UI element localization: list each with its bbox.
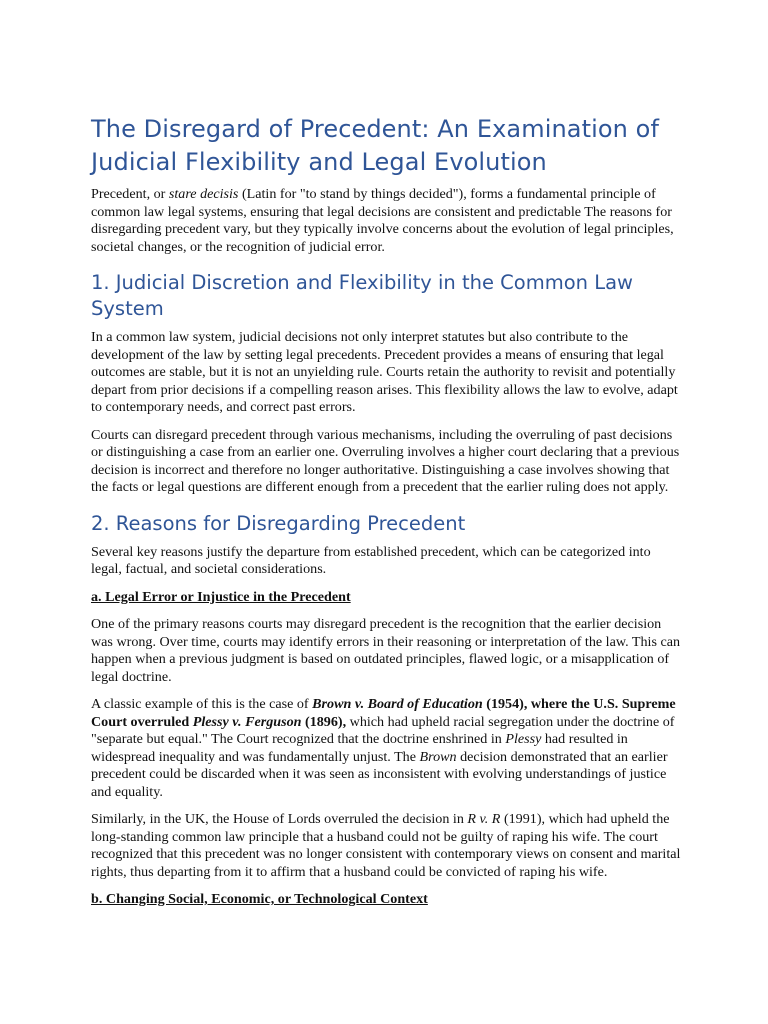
intro-paragraph	[91, 186, 681, 256]
intro-text-1: Precedent, or	[91, 186, 169, 202]
case-r-v-r: R v. R	[467, 811, 501, 827]
brown-text-3: (1896),	[301, 713, 347, 730]
section-2-heading: 2. Reasons for Disregarding Precedent	[91, 511, 466, 535]
subsection-a-paragraph-2	[91, 696, 681, 801]
brown-text-2: (1954), where the U.S. Supreme Court overruled	[91, 696, 676, 730]
case-brown-v-board: Brown v. Board of Education	[312, 696, 483, 712]
brown-text-5: had resulted in widespread inequality and was fundamentally unjust. The	[91, 731, 628, 765]
rvr-text-2: (1991), which had upheld the long-standing common law principle that a husband could not be guilty of raping his wife. The court recognized that this precedent was no longer consistent with contemporary views on consent and marital rights, thus departing from it to affirm that a husband could be convicted of raping his wife.	[91, 811, 681, 880]
intro-text-2: (Latin for "to stand by things decided"), forms a fundamental principle of common law legal systems, ensuring that legal decisions are consistent and predictable The reasons for disregarding precedent vary, but they typically involve concerns about the evolution of legal principles, societal changes, or the recognition of judicial error.	[91, 186, 674, 255]
section-1-heading: 1. Judicial Discretion and Flexibility in the Common Law System	[91, 271, 633, 320]
section-2-paragraph-1: Several key reasons justify the departure from established precedent, which can be categorized into legal, factual, and societal considerations.	[91, 543, 651, 577]
brown-text-6: decision demonstrated that an earlier precedent could be discarded when it was seen as inconsistent with evolving understandings of justice and equality.	[91, 748, 668, 800]
document-title: The Disregard of Precedent: An Examination of Judicial Flexibility and Legal Evolution	[91, 115, 660, 176]
subheading-a: a. Legal Error or Injustice in the Precedent	[91, 588, 351, 605]
brown-text-1: A classic example of this is the case of	[91, 696, 313, 712]
document-page	[91, 113, 681, 919]
subheading-b: b. Changing Social, Economic, or Technological Context	[91, 891, 428, 907]
case-brown-short: Brown	[419, 748, 457, 765]
case-plessy-short: Plessy	[505, 731, 542, 747]
section-1-paragraph-2: Courts can disregard precedent through various mechanisms, including the overruling of past decisions or distinguishing a case from an earlier one. Overruling involves a higher court declaring that a previous decision is incorrect and therefore no longer authoritative. Distinguishing a case involves showing that the facts or legal questions are different enough from a precedent that the earlier ruling does not apply.	[91, 426, 680, 495]
subsection-a-paragraph-3	[91, 811, 681, 881]
rvr-text-1: Similarly, in the UK, the House of Lords overruled the decision in	[91, 811, 468, 827]
case-plessy-v-ferguson: Plessy v. Ferguson	[192, 713, 302, 730]
section-1-paragraph-1: In a common law system, judicial decisions not only interpret statutes but also contribute to the development of the law by setting legal precedents. Precedent provides a means of ensuring that legal outcomes are stable, but it is not an unyielding rule. Courts retain the authority to revisit and potentially depart from prior decisions if a compelling reason arises. This flexibility allows the law to evolve, adapt to contemporary needs, and correct past errors.	[91, 329, 678, 415]
subsection-a-paragraph-1: One of the primary reasons courts may disregard precedent is the recognition that the earlier decision was wrong. Over time, courts may identify errors in their reasoning or interpretation of the law. This can happen when a previous judgment is based on outdated principles, flawed logic, or a misapplication of legal doctrine.	[91, 616, 681, 685]
intro-latin-term: stare decisis	[168, 186, 239, 202]
brown-text-4: which had upheld racial segregation under the doctrine of "separate but equal." The Court recognized that the doctrine enshrined in	[91, 713, 675, 747]
